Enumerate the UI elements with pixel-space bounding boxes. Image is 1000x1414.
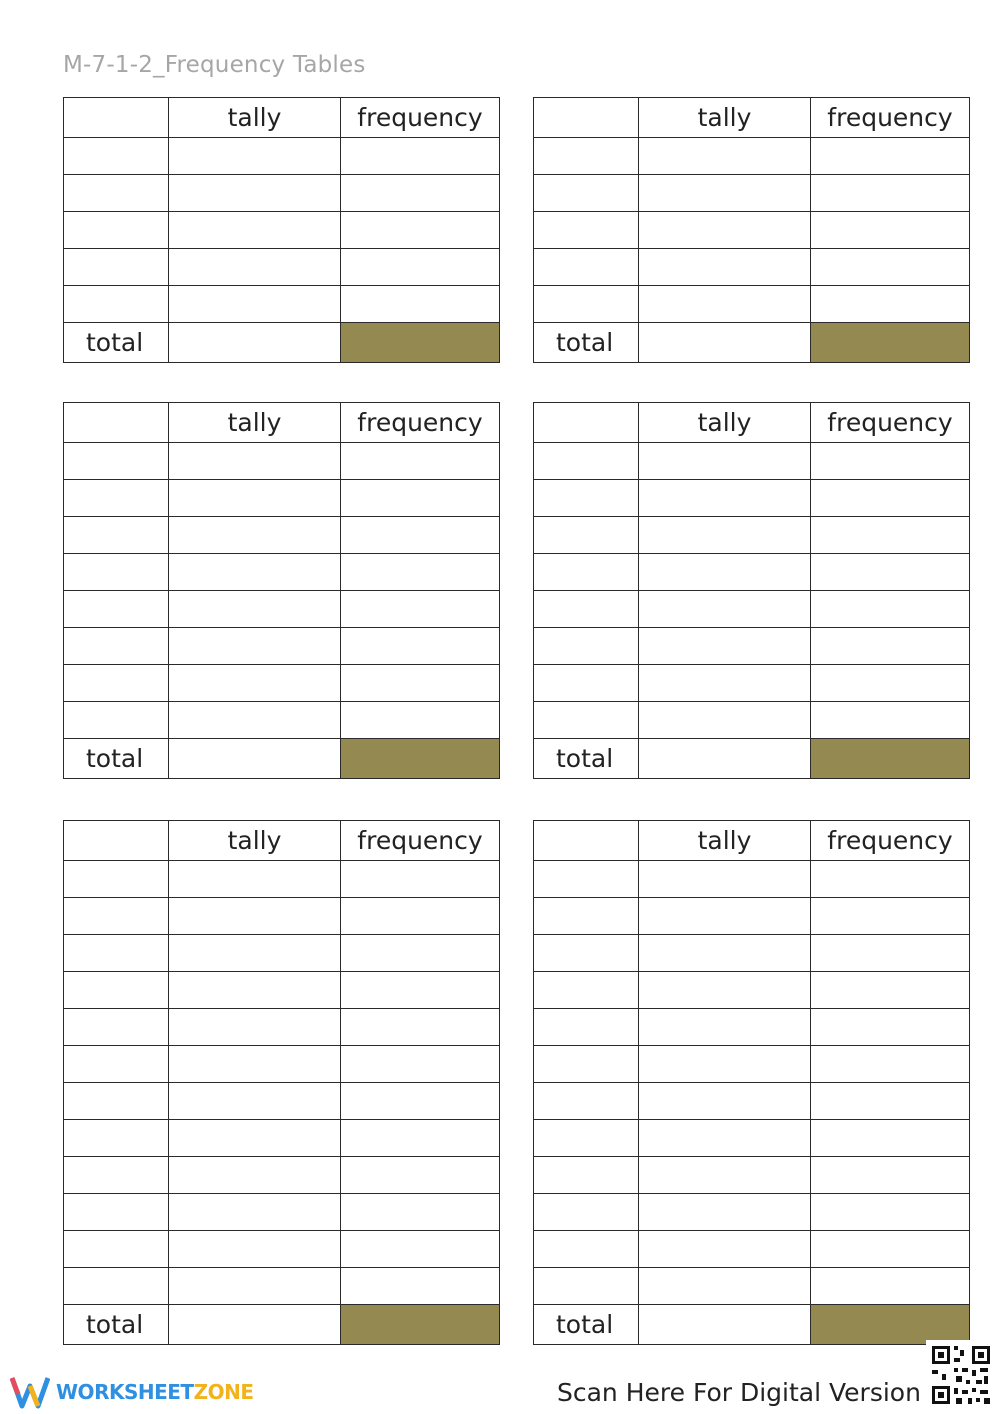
table-row	[534, 138, 970, 175]
category-cell[interactable]	[64, 591, 169, 628]
tally-cell[interactable]	[169, 1194, 341, 1231]
table-header-frequency: frequency	[341, 821, 500, 861]
tally-cell[interactable]	[169, 702, 341, 739]
table-header-blank	[64, 403, 169, 443]
tally-cell[interactable]	[639, 1231, 811, 1268]
total-tally-cell[interactable]	[639, 1305, 811, 1345]
table-row	[534, 935, 970, 972]
category-cell[interactable]	[534, 1083, 639, 1120]
table-header-blank	[534, 821, 639, 861]
total-frequency-shaded-cell	[811, 739, 970, 779]
frequency-cell[interactable]	[341, 212, 500, 249]
table-row	[64, 480, 500, 517]
frequency-cell[interactable]	[811, 443, 970, 480]
total-label: total	[64, 739, 169, 779]
category-cell[interactable]	[534, 443, 639, 480]
category-cell[interactable]	[534, 554, 639, 591]
table-row	[64, 628, 500, 665]
category-cell[interactable]	[64, 249, 169, 286]
table-row	[534, 1157, 970, 1194]
frequency-cell[interactable]	[341, 1120, 500, 1157]
frequency-cell[interactable]	[341, 591, 500, 628]
table-row	[534, 1046, 970, 1083]
frequency-cell[interactable]	[811, 898, 970, 935]
category-cell[interactable]	[64, 898, 169, 935]
frequency-cell[interactable]	[341, 898, 500, 935]
table-header-row	[64, 821, 500, 861]
tally-cell[interactable]	[169, 286, 341, 323]
table-row	[64, 1046, 500, 1083]
frequency-cell[interactable]	[811, 138, 970, 175]
tally-cell[interactable]	[169, 591, 341, 628]
table-row	[534, 1194, 970, 1231]
category-cell[interactable]	[64, 1120, 169, 1157]
category-cell[interactable]	[534, 212, 639, 249]
table-row	[64, 972, 500, 1009]
frequency-table-5	[63, 820, 500, 1345]
table-row	[534, 591, 970, 628]
tally-cell[interactable]	[169, 1231, 341, 1268]
frequency-cell[interactable]	[811, 1009, 970, 1046]
frequency-table-4	[533, 402, 970, 779]
table-header-row	[64, 403, 500, 443]
tally-cell[interactable]	[639, 1009, 811, 1046]
category-cell[interactable]	[64, 1157, 169, 1194]
tally-cell[interactable]	[169, 1009, 341, 1046]
table-row	[534, 628, 970, 665]
category-cell[interactable]	[534, 1009, 639, 1046]
table-row	[534, 212, 970, 249]
table-row	[64, 665, 500, 702]
total-frequency-shaded-cell	[811, 1305, 970, 1345]
category-cell[interactable]	[64, 702, 169, 739]
tally-cell[interactable]	[639, 1083, 811, 1120]
total-tally-cell[interactable]	[169, 1305, 341, 1345]
frequency-cell[interactable]	[811, 175, 970, 212]
tally-cell[interactable]	[639, 517, 811, 554]
category-cell[interactable]	[64, 1046, 169, 1083]
table-row	[534, 1268, 970, 1305]
tally-cell[interactable]	[169, 249, 341, 286]
table-row	[534, 1009, 970, 1046]
table-row	[64, 1194, 500, 1231]
table-row	[534, 554, 970, 591]
category-cell[interactable]	[534, 591, 639, 628]
tally-cell[interactable]	[639, 175, 811, 212]
tally-cell[interactable]	[169, 1157, 341, 1194]
total-tally-cell[interactable]	[639, 323, 811, 363]
table-header-row	[534, 821, 970, 861]
total-tally-cell[interactable]	[169, 323, 341, 363]
table-row	[534, 286, 970, 323]
table-row	[534, 443, 970, 480]
table-row	[64, 1009, 500, 1046]
tally-cell[interactable]	[169, 175, 341, 212]
category-cell[interactable]	[534, 1157, 639, 1194]
category-cell[interactable]	[534, 1231, 639, 1268]
frequency-table-3	[63, 402, 500, 779]
category-cell[interactable]	[64, 517, 169, 554]
category-cell[interactable]	[64, 665, 169, 702]
frequency-cell[interactable]	[811, 591, 970, 628]
category-cell[interactable]	[534, 702, 639, 739]
table-header-row	[64, 98, 500, 138]
table-header-blank	[64, 821, 169, 861]
tally-cell[interactable]	[639, 665, 811, 702]
category-cell[interactable]	[534, 628, 639, 665]
frequency-cell[interactable]	[341, 138, 500, 175]
table-header-frequency: frequency	[341, 403, 500, 443]
table-row	[64, 702, 500, 739]
tally-cell[interactable]	[169, 1046, 341, 1083]
table-row	[64, 591, 500, 628]
tally-cell[interactable]	[639, 898, 811, 935]
tally-cell[interactable]	[639, 212, 811, 249]
category-cell[interactable]	[534, 249, 639, 286]
frequency-cell[interactable]	[341, 554, 500, 591]
category-cell[interactable]	[64, 861, 169, 898]
frequency-cell[interactable]	[811, 517, 970, 554]
frequency-cell[interactable]	[341, 1231, 500, 1268]
tally-cell[interactable]	[639, 286, 811, 323]
total-label: total	[64, 1305, 169, 1345]
table-row	[534, 972, 970, 1009]
frequency-cell[interactable]	[341, 628, 500, 665]
tally-cell[interactable]	[169, 665, 341, 702]
table-header-frequency: frequency	[811, 821, 970, 861]
table-header-row	[534, 403, 970, 443]
total-label: total	[534, 323, 639, 363]
tally-cell[interactable]	[639, 1046, 811, 1083]
frequency-cell[interactable]	[811, 1157, 970, 1194]
table-row	[64, 554, 500, 591]
category-cell[interactable]	[64, 1231, 169, 1268]
table-row	[64, 138, 500, 175]
category-cell[interactable]	[534, 480, 639, 517]
page-title: M-7-1-2_Frequency Tables	[63, 52, 366, 78]
total-row	[534, 1305, 970, 1345]
table-row	[64, 517, 500, 554]
tally-cell[interactable]	[639, 1194, 811, 1231]
total-label: total	[534, 739, 639, 779]
table-row	[64, 1268, 500, 1305]
table-header-tally: tally	[639, 821, 811, 861]
total-frequency-shaded-cell	[341, 1305, 500, 1345]
category-cell[interactable]	[64, 628, 169, 665]
tally-cell[interactable]	[169, 138, 341, 175]
frequency-cell[interactable]	[811, 1194, 970, 1231]
frequency-cell[interactable]	[341, 972, 500, 1009]
table-row	[534, 175, 970, 212]
tally-cell[interactable]	[639, 1120, 811, 1157]
category-cell[interactable]	[534, 861, 639, 898]
worksheetzone-logo-icon	[10, 1374, 50, 1410]
category-cell[interactable]	[534, 1194, 639, 1231]
tally-cell[interactable]	[169, 480, 341, 517]
table-row	[64, 935, 500, 972]
category-cell[interactable]	[534, 175, 639, 212]
table-row	[64, 898, 500, 935]
frequency-cell[interactable]	[811, 286, 970, 323]
tally-cell[interactable]	[169, 443, 341, 480]
frequency-cell[interactable]	[341, 1083, 500, 1120]
total-row	[64, 739, 500, 779]
table-header-tally: tally	[639, 98, 811, 138]
tally-cell[interactable]	[169, 898, 341, 935]
table-row	[64, 1120, 500, 1157]
category-cell[interactable]	[534, 972, 639, 1009]
table-row	[64, 175, 500, 212]
category-cell[interactable]	[534, 898, 639, 935]
tally-cell[interactable]	[639, 861, 811, 898]
tally-cell[interactable]	[639, 702, 811, 739]
total-frequency-shaded-cell	[341, 739, 500, 779]
table-header-tally: tally	[169, 98, 341, 138]
category-cell[interactable]	[534, 935, 639, 972]
table-row	[64, 1157, 500, 1194]
table-row	[64, 443, 500, 480]
frequency-cell[interactable]	[341, 1009, 500, 1046]
table-row	[64, 1231, 500, 1268]
frequency-table-2	[533, 97, 970, 363]
table-header-tally: tally	[169, 821, 341, 861]
table-row	[64, 249, 500, 286]
table-row	[534, 517, 970, 554]
frequency-cell[interactable]	[811, 249, 970, 286]
table-row	[534, 1083, 970, 1120]
worksheetzone-logo	[10, 1374, 253, 1410]
total-label: total	[64, 323, 169, 363]
table-row	[534, 898, 970, 935]
tally-cell[interactable]	[169, 517, 341, 554]
frequency-cell[interactable]	[341, 1046, 500, 1083]
category-cell[interactable]	[64, 1009, 169, 1046]
frequency-cell[interactable]	[341, 702, 500, 739]
tally-cell[interactable]	[639, 1157, 811, 1194]
total-tally-cell[interactable]	[639, 739, 811, 779]
frequency-cell[interactable]	[341, 249, 500, 286]
table-header-blank	[534, 403, 639, 443]
frequency-cell[interactable]	[811, 1046, 970, 1083]
table-row	[534, 1120, 970, 1157]
tally-cell[interactable]	[169, 1083, 341, 1120]
category-cell[interactable]	[534, 665, 639, 702]
frequency-cell[interactable]	[811, 628, 970, 665]
category-cell[interactable]	[64, 1083, 169, 1120]
tally-cell[interactable]	[169, 1268, 341, 1305]
tally-cell[interactable]	[639, 249, 811, 286]
frequency-cell[interactable]	[341, 443, 500, 480]
table-row	[534, 1231, 970, 1268]
category-cell[interactable]	[534, 1268, 639, 1305]
frequency-cell[interactable]	[811, 972, 970, 1009]
table-header-blank	[534, 98, 639, 138]
frequency-cell[interactable]	[811, 935, 970, 972]
total-tally-cell[interactable]	[169, 739, 341, 779]
frequency-cell[interactable]	[341, 935, 500, 972]
tally-cell[interactable]	[169, 861, 341, 898]
category-cell[interactable]	[64, 972, 169, 1009]
total-row	[64, 323, 500, 363]
total-row	[534, 323, 970, 363]
frequency-cell[interactable]	[811, 1083, 970, 1120]
frequency-cell[interactable]	[341, 1194, 500, 1231]
table-row	[534, 702, 970, 739]
category-cell[interactable]	[64, 935, 169, 972]
frequency-cell[interactable]	[811, 480, 970, 517]
tally-cell[interactable]	[639, 935, 811, 972]
category-cell[interactable]	[64, 1194, 169, 1231]
category-cell[interactable]	[64, 443, 169, 480]
tally-cell[interactable]	[639, 591, 811, 628]
table-row	[534, 249, 970, 286]
tally-cell[interactable]	[639, 972, 811, 1009]
frequency-cell[interactable]	[811, 212, 970, 249]
table-row	[64, 861, 500, 898]
table-header-frequency: frequency	[811, 98, 970, 138]
brand-name-part2: ZONE	[193, 1380, 254, 1404]
category-cell[interactable]	[64, 480, 169, 517]
category-cell[interactable]	[64, 212, 169, 249]
scan-caption: Scan Here For Digital Version	[557, 1378, 921, 1407]
category-cell[interactable]	[64, 554, 169, 591]
frequency-cell[interactable]	[341, 286, 500, 323]
total-row	[534, 739, 970, 779]
total-frequency-shaded-cell	[341, 323, 500, 363]
tally-cell[interactable]	[169, 554, 341, 591]
table-row	[534, 665, 970, 702]
table-header-tally: tally	[169, 403, 341, 443]
tally-cell[interactable]	[169, 1120, 341, 1157]
table-row	[64, 212, 500, 249]
category-cell[interactable]	[534, 517, 639, 554]
tally-cell[interactable]	[639, 138, 811, 175]
brand-name-part1: WORKSHEET	[56, 1380, 194, 1404]
category-cell[interactable]	[534, 286, 639, 323]
category-cell[interactable]	[534, 1120, 639, 1157]
table-row	[534, 861, 970, 898]
category-cell[interactable]	[64, 1268, 169, 1305]
total-frequency-shaded-cell	[811, 323, 970, 363]
category-cell[interactable]	[64, 138, 169, 175]
frequency-cell[interactable]	[811, 1120, 970, 1157]
frequency-cell[interactable]	[341, 861, 500, 898]
frequency-table-1	[63, 97, 500, 363]
frequency-cell[interactable]	[811, 1231, 970, 1268]
tally-cell[interactable]	[639, 443, 811, 480]
table-row	[64, 286, 500, 323]
tally-cell[interactable]	[639, 480, 811, 517]
tally-cell[interactable]	[639, 1268, 811, 1305]
frequency-cell[interactable]	[341, 1268, 500, 1305]
category-cell[interactable]	[64, 286, 169, 323]
table-header-row	[534, 98, 970, 138]
tally-cell[interactable]	[639, 628, 811, 665]
category-cell[interactable]	[534, 1046, 639, 1083]
frequency-table-6	[533, 820, 970, 1345]
tally-cell[interactable]	[639, 554, 811, 591]
frequency-cell[interactable]	[341, 665, 500, 702]
total-label: total	[534, 1305, 639, 1345]
total-row	[64, 1305, 500, 1345]
table-header-blank	[64, 98, 169, 138]
frequency-cell[interactable]	[811, 861, 970, 898]
table-row	[534, 480, 970, 517]
frequency-cell[interactable]	[811, 665, 970, 702]
category-cell[interactable]	[534, 138, 639, 175]
frequency-cell[interactable]	[341, 175, 500, 212]
table-header-tally: tally	[639, 403, 811, 443]
tally-cell[interactable]	[169, 212, 341, 249]
tally-cell[interactable]	[169, 972, 341, 1009]
frequency-cell[interactable]	[341, 517, 500, 554]
table-row	[64, 1083, 500, 1120]
frequency-cell[interactable]	[811, 702, 970, 739]
frequency-cell[interactable]	[341, 1157, 500, 1194]
category-cell[interactable]	[64, 175, 169, 212]
tally-cell[interactable]	[169, 628, 341, 665]
frequency-cell[interactable]	[811, 554, 970, 591]
qr-code-icon[interactable]	[926, 1340, 996, 1410]
table-header-frequency: frequency	[341, 98, 500, 138]
tally-cell[interactable]	[169, 935, 341, 972]
frequency-cell[interactable]	[811, 1268, 970, 1305]
table-header-frequency: frequency	[811, 403, 970, 443]
frequency-cell[interactable]	[341, 480, 500, 517]
